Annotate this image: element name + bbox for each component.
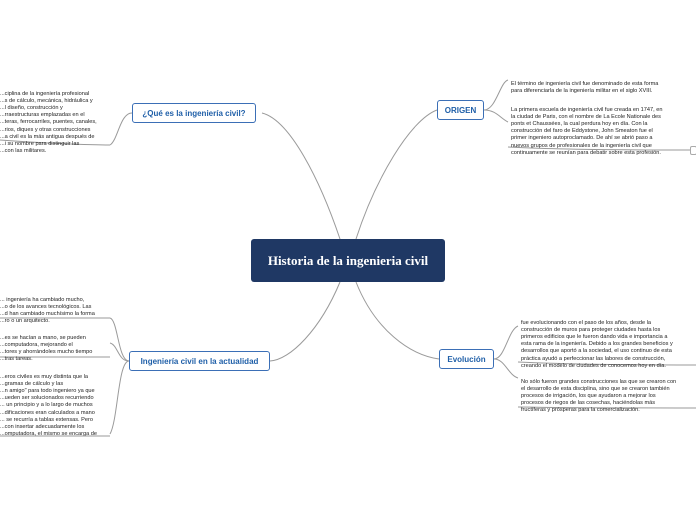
topic-label: Ingeniería civil en la actualidad xyxy=(140,356,259,366)
note-que-es xyxy=(0,84,112,168)
topic-label: ORIGEN xyxy=(444,105,477,115)
central-title: Historia de la ingenieria civil xyxy=(267,253,429,268)
note-text: La primera escuela de ingeniería civil fue creada en 1747, en la ciudad de Paris, con el nombre de La Ecole Nationale des ponts et Chaussées, la cual perdura hoy en día. Con la construcción del faro de Eddystone, John Smeaton fue el primer ingeniero autoproclamado. De ahí se abrió paso a nuevos grupos de profesionales de la ingeniería civil que continuamente se reunían para debatir sobre esta profesión. xyxy=(511,107,663,156)
note-text: ...ciplina de la ingeniería profesional ...s de cálculo, mecánica, hidráulica y ...l diseño, construcción y ...rraestructuras emplazadas en el ...teras, ferrocarriles, puentes, canales, ...rios, diques y otras construcciones ...a civil es la más antigua después de ...i su nombre para distinguir las ...con las militares. xyxy=(0,91,97,154)
note-text: ...es se hacían a mano, se pueden ...computadora, mejorando el ...tores y ahorrándoles mucho tiempo ...tras tareas. xyxy=(0,335,93,363)
topic-actualidad[interactable] xyxy=(129,351,270,371)
link-origen xyxy=(356,110,437,239)
topic-label: ¿Qué es la ingeniería civil? xyxy=(142,108,246,118)
topic-origen[interactable] xyxy=(437,100,484,120)
note-text: ... ingeniería ha cambiado mucho, ...o de los avances tecnológicos. Las ...d han cambiado muchísimo la forma ...ro o un arquitecto. xyxy=(0,297,95,325)
note-text: ...eros civiles es muy distinta que la ...gramas de cálculo y las ...n amigo" para todo ingeniero ya que ...ueden ser solucionados recurriendo ... un principio y a lo largo de muchos ...dificaciones eran calculados a mano ... se recurría a tablas extensas. Pero ...con insertar adecuadamente los ...omputadora, el mismo se encarga de xyxy=(0,374,98,437)
note-text: El término de ingeniería civil fue denominado de esta forma para diferenciarla de la ingeniería militar en el siglo XVIII. xyxy=(511,81,659,95)
note-evolucion-2 xyxy=(521,372,696,428)
note-origen-2 xyxy=(511,100,691,170)
topic-label: Evolución xyxy=(447,354,486,364)
note-text: No sólo fueron grandes construcciones las que se crearon con el desarrollo de esta disciplina, sino que se crearon también procesos de irrigación, los que ayudaron a mejorar los procesos de riegos de las cosechas, haciéndolas más fructíferas y prósperas para la comercialización. xyxy=(521,379,677,414)
note-actualidad-3 xyxy=(0,367,112,451)
topic-que-es[interactable] xyxy=(132,103,256,123)
central-topic[interactable] xyxy=(251,239,445,282)
link-evolucion xyxy=(356,282,439,359)
topic-evolucion[interactable] xyxy=(439,349,494,369)
link-actualidad xyxy=(270,282,340,361)
note-text: fue evolucionando con el paso de los años, desde la construcción de muros para proteger ciudades hasta los primeros edificios que le fueron dando vida e importancia a esta rama de la ingeniería. Debido a los grandes beneficios y desarrollos que aportó a la sociedad, el uso continuo de esta práctica ayudó a perfeccionar las labores de construcción, creando el modelo de ciudades de conocemos hoy en día. xyxy=(521,320,673,369)
link-que-es xyxy=(262,113,340,239)
